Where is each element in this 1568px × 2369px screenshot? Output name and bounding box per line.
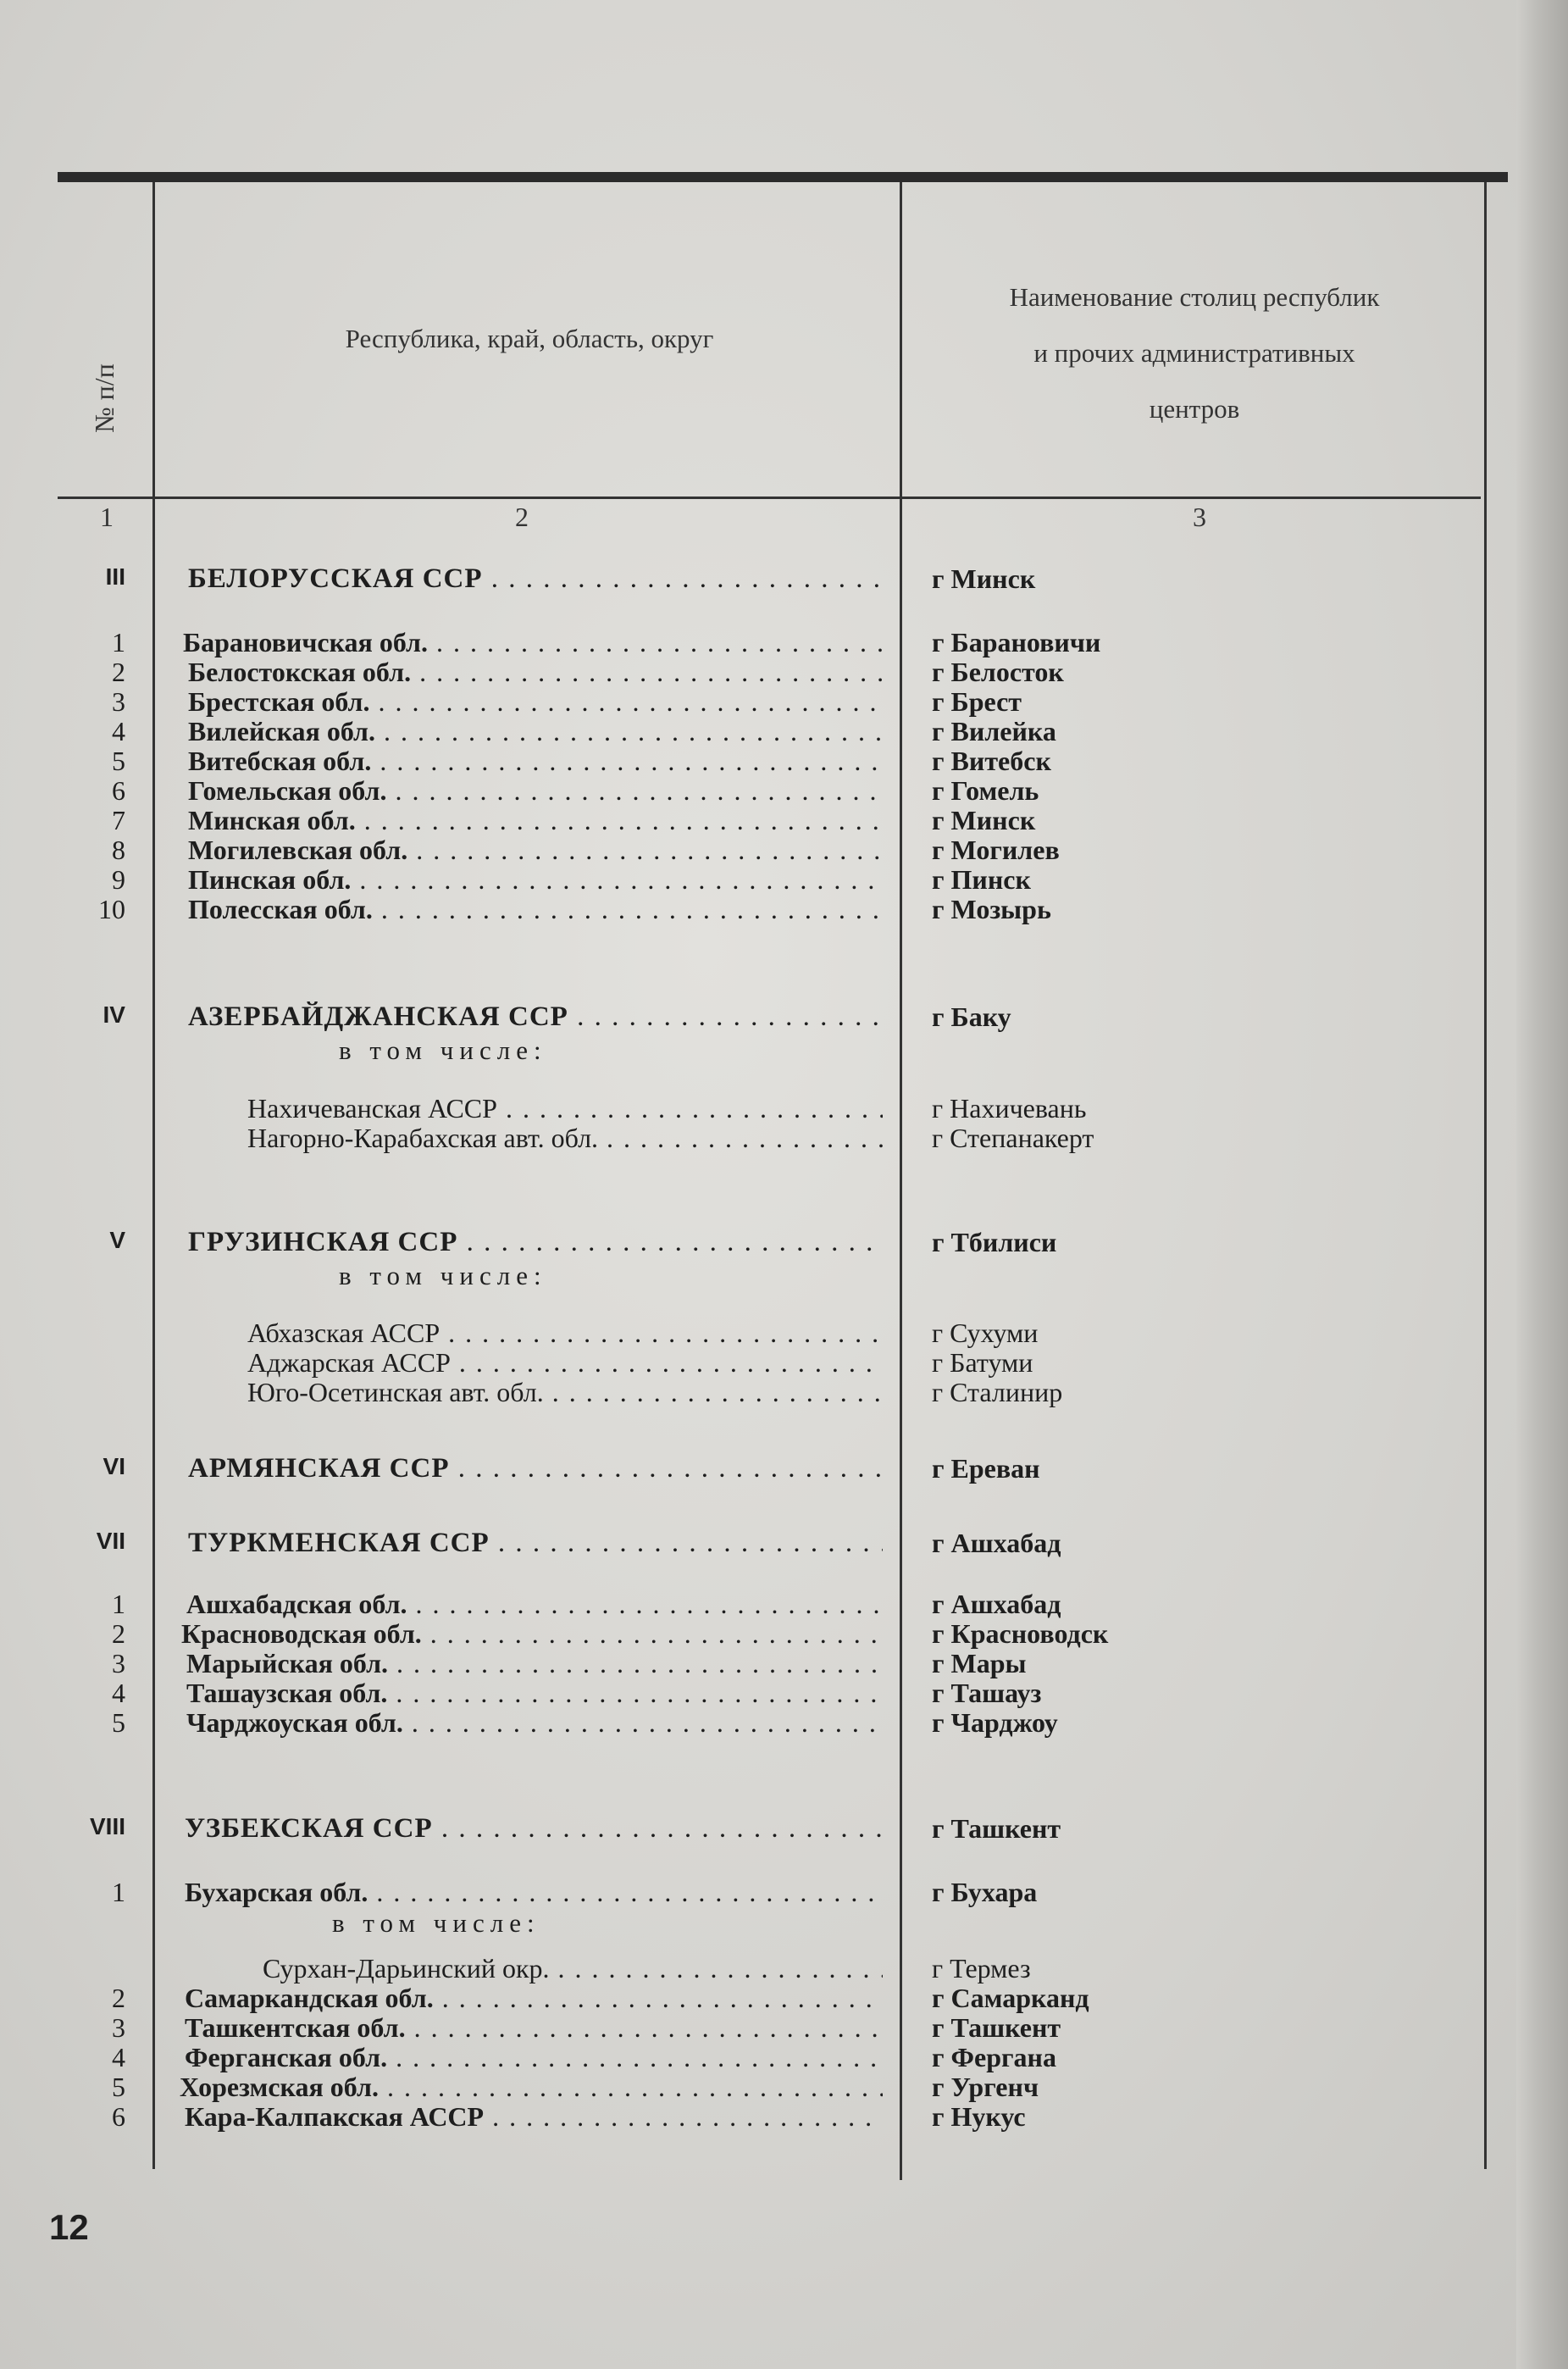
row-number: 4 (112, 716, 125, 746)
header-col1: № п/п (89, 363, 119, 433)
row-city: г Ашхабад (932, 1589, 1061, 1619)
row-number: 2 (112, 657, 125, 687)
column-divider-3 (1484, 182, 1487, 2169)
row-name: Абхазская АССР . . . (247, 1318, 883, 1349)
including-label: в том числе: (339, 1261, 547, 1290)
row-city: г Нукус (932, 2101, 1026, 2132)
row-name: ТУРКМЕНСКАЯ ССР . . . (188, 1528, 883, 1559)
row-number: 10 (98, 894, 125, 924)
row-city: г Красноводск (932, 1618, 1109, 1649)
row-number: 6 (112, 775, 125, 806)
row-city: г Брест (932, 686, 1022, 717)
row-number: 3 (112, 2012, 125, 2043)
row-city: г Батуми (932, 1347, 1033, 1378)
row-number: 1 (112, 1877, 125, 1907)
row-number: 7 (112, 805, 125, 835)
row-city: г Чарджоу (932, 1707, 1058, 1738)
row-name: Вилейская обл. . . . (188, 716, 883, 747)
column-number-2: 2 (515, 502, 529, 532)
row-name: Красноводская обл. . . . (181, 1618, 883, 1650)
row-number: 3 (112, 686, 125, 717)
row-name: ГРУЗИНСКАЯ ССР . . . (188, 1227, 883, 1258)
row-number: 4 (112, 2042, 125, 2072)
row-name: БЕЛОРУССКАЯ ССР . . . (188, 563, 883, 595)
column-number-3: 3 (1193, 502, 1206, 532)
row-city: г Нахичевань (932, 1093, 1087, 1123)
top-rule (58, 172, 1508, 182)
row-name: Ферганская обл. . . . (185, 2042, 883, 2073)
row-number: 4 (112, 1678, 125, 1708)
row-city: г Минск (932, 805, 1036, 835)
row-number: 3 (112, 1648, 125, 1678)
row-city: г Сталинир (932, 1377, 1063, 1407)
row-name: Могилевская обл. . . . (188, 835, 883, 866)
row-city: г Ургенч (932, 2072, 1039, 2102)
row-name: Нахичеванская АССР . . . (247, 1093, 883, 1124)
row-name: Кара-Калпакская АССР . . . (185, 2101, 883, 2133)
row-city: г Сухуми (932, 1318, 1039, 1348)
row-name: Юго-Осетинская авт. обл. . . . (247, 1377, 883, 1408)
row-name: Минская обл. . . . (188, 805, 883, 836)
row-city: г Ташкент (932, 2012, 1061, 2043)
including-label: в том числе: (332, 1908, 540, 1938)
row-number: VII (96, 1528, 125, 1554)
row-number: 9 (112, 864, 125, 895)
row-city: г Минск (932, 563, 1036, 594)
row-city: г Белосток (932, 657, 1064, 687)
header-col3 (923, 269, 1465, 437)
row-city: г Бухара (932, 1877, 1038, 1907)
row-city: г Вилейка (932, 716, 1056, 746)
row-name: УЗБЕКСКАЯ ССР . . . (185, 1813, 883, 1845)
including-label: в том числе: (339, 1035, 547, 1065)
row-name: Бухарская обл. . . . (185, 1877, 883, 1908)
row-name: Аджарская АССР . . . (247, 1347, 883, 1379)
row-number: 2 (112, 1983, 125, 2013)
header-col3-line2: и прочих административных (1033, 338, 1355, 368)
row-name: Марыйская обл. . . . (186, 1648, 883, 1679)
row-number: V (109, 1227, 125, 1253)
row-number: 5 (112, 746, 125, 776)
row-city: г Ереван (932, 1453, 1040, 1484)
row-name: Полесская обл. . . . (188, 894, 883, 925)
page-number: 12 (49, 2207, 89, 2247)
row-name: Пинская обл. . . . (188, 864, 883, 896)
row-name: Брестская обл. . . . (188, 686, 883, 718)
row-city: г Ташауз (932, 1678, 1042, 1708)
row-number: 2 (112, 1618, 125, 1649)
row-city: г Могилев (932, 835, 1060, 865)
header-col3-line3: центров (1149, 394, 1240, 424)
row-city: г Гомель (932, 775, 1039, 806)
row-name: Хорезмская обл. . . . (180, 2072, 883, 2103)
row-name: Витебская обл. . . . (188, 746, 883, 777)
header-col2: Республика, край, область, округ (345, 324, 714, 353)
row-city: г Термез (932, 1953, 1031, 1983)
row-number: 1 (112, 1589, 125, 1619)
row-name: Сурхан-Дарьинский окр. . . . (263, 1953, 883, 1984)
row-number: 1 (112, 627, 125, 657)
row-number: VI (103, 1453, 125, 1479)
row-number: III (105, 563, 125, 590)
row-city: г Барановичи (932, 627, 1101, 657)
row-name: АЗЕРБАЙДЖАНСКАЯ ССР . . . (188, 1001, 883, 1033)
row-name: Ташаузская обл. . . . (186, 1678, 883, 1709)
row-city: г Тбилиси (932, 1227, 1057, 1257)
row-city: г Витебск (932, 746, 1051, 776)
row-city: г Мозырь (932, 894, 1051, 924)
row-number: 8 (112, 835, 125, 865)
row-name: АРМЯНСКАЯ ССР . . . (188, 1453, 883, 1484)
row-name: Чарджоуская обл. . . . (186, 1707, 883, 1739)
row-city: г Ташкент (932, 1813, 1061, 1844)
row-number: 5 (112, 2072, 125, 2102)
row-number: IV (103, 1001, 125, 1028)
row-city: г Пинск (932, 864, 1031, 895)
row-city: г Мары (932, 1648, 1027, 1678)
row-city: г Ашхабад (932, 1528, 1061, 1558)
row-name: Белостокская обл. . . . (188, 657, 883, 688)
row-city: г Фергана (932, 2042, 1056, 2072)
column-number-1: 1 (100, 502, 114, 532)
row-name: Гомельская обл. . . . (188, 775, 883, 807)
column-divider-2 (900, 182, 902, 2180)
row-name: Ташкентская обл. . . . (185, 2012, 883, 2044)
column-divider-1 (152, 182, 155, 2169)
row-city: г Баку (932, 1001, 1011, 1032)
row-name: Ашхабадская обл. . . . (186, 1589, 883, 1620)
page-edge-shadow (1516, 0, 1568, 2369)
row-city: г Самарканд (932, 1983, 1089, 2013)
row-number: 5 (112, 1707, 125, 1738)
row-name: Самаркандская обл. . . . (185, 1983, 883, 2014)
row-name: Барановичская обл. . . . (183, 627, 883, 658)
row-number: VIII (89, 1813, 125, 1839)
header-rule (58, 497, 1481, 499)
row-number: 6 (112, 2101, 125, 2132)
header-col3-line1: Наименование столиц республик (1009, 282, 1380, 312)
row-name: Нагорно-Карабахская авт. обл. . . . (247, 1123, 883, 1154)
row-city: г Степанакерт (932, 1123, 1094, 1153)
